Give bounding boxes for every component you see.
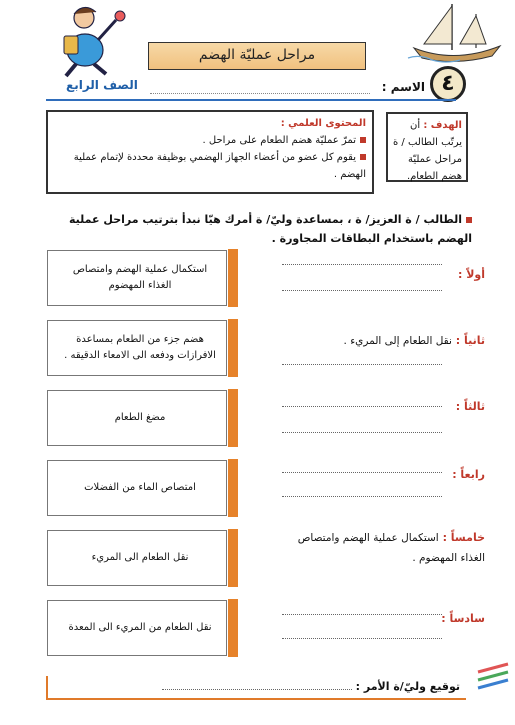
step-1-answer-line-2[interactable]: [282, 290, 442, 291]
step-5-text: استكمال عملية الهضم وامتصاص الغذاء المهضوم .: [297, 532, 485, 564]
step-2-text: نقل الطعام إلى المريء .: [343, 335, 452, 347]
bullet-icon: [360, 137, 366, 143]
header-divider: [46, 99, 456, 101]
name-label: الاسم :: [381, 80, 425, 94]
grade-label: الصف الرابع: [66, 78, 138, 92]
content-item: تمرّ عمليّة هضم الطعام على مراحل .: [54, 132, 366, 149]
parent-signature-row: [46, 676, 466, 700]
step-3-answer-line[interactable]: [282, 406, 442, 407]
step-4-answer-line[interactable]: [282, 472, 442, 473]
step-6-label: سادساً :: [441, 612, 485, 625]
stage-card-5[interactable]: نقل الطعام الى المريء: [47, 530, 227, 586]
content-item: يقوم كل عضو من أعضاء الجهاز الهضمي بوظيفة محددة لإتمام عملية الهضم .: [73, 152, 366, 180]
stage-card-2[interactable]: هضم جزء من الطعام بمساعدة الافرازات ودفعه الى الامعاء الدقيقه .: [47, 320, 227, 376]
goal-heading: الهدف :: [423, 120, 462, 131]
worksheet-title: مراحل عمليّة الهضم: [148, 42, 366, 70]
lesson-number-badge: ٤: [430, 66, 466, 102]
step-4-label: رابعاً :: [452, 468, 485, 481]
child-with-backpack-illustration: [40, 0, 130, 78]
step-1-answer-line[interactable]: [282, 264, 442, 265]
step-2-answer-line[interactable]: [282, 364, 442, 365]
stage-card-1[interactable]: استكمال عملية الهضم وامتصاص الغذاء المهضوم: [47, 250, 227, 306]
step-1-label: أولاً :: [457, 268, 485, 281]
instruction-text: الطالب / ة العزيز/ ة ، بمساعدة وليّ/ ة أمرك هيّا نبدأ بترتيب مراحل عملية الهضم باستخدام البطاقات المجاورة .: [69, 213, 472, 245]
stage-card-4[interactable]: امتصاص الماء من الفضلات: [47, 460, 227, 516]
goal-box: [386, 112, 468, 182]
signature-label: توقيع وليّ/ة الأمر :: [355, 680, 460, 693]
step-6-answer-line-2[interactable]: [282, 638, 442, 639]
step-2-label: ثانياً : نقل الطعام إلى المريء .: [343, 334, 485, 347]
step-6-answer-line[interactable]: [282, 614, 442, 615]
signature-line[interactable]: [162, 689, 352, 690]
name-field-line[interactable]: [150, 93, 370, 94]
step-5-label: خامساً : استكمال عملية الهضم وامتصاص الغذاء المهضوم .: [297, 531, 485, 564]
step-4-answer-line-2[interactable]: [282, 496, 442, 497]
step-3-label: ثالثاً :: [455, 400, 485, 413]
bullet-icon: [466, 217, 472, 223]
step-3-answer-line-2[interactable]: [282, 432, 442, 433]
scientific-content-box: [46, 110, 374, 194]
stage-card-6[interactable]: نقل الطعام من المريء الى المعدة: [47, 600, 227, 656]
content-heading: المحتوى العلمي :: [280, 118, 366, 129]
bullet-icon: [360, 154, 366, 160]
stage-card-3[interactable]: مضغ الطعام: [47, 390, 227, 446]
sailing-ship-illustration: [400, 0, 510, 66]
decorative-stripes-icon: [476, 662, 510, 702]
goal-text: أن يرتّب الطالب / ة مراحل عمليّة هضم الطعام.: [393, 120, 462, 182]
